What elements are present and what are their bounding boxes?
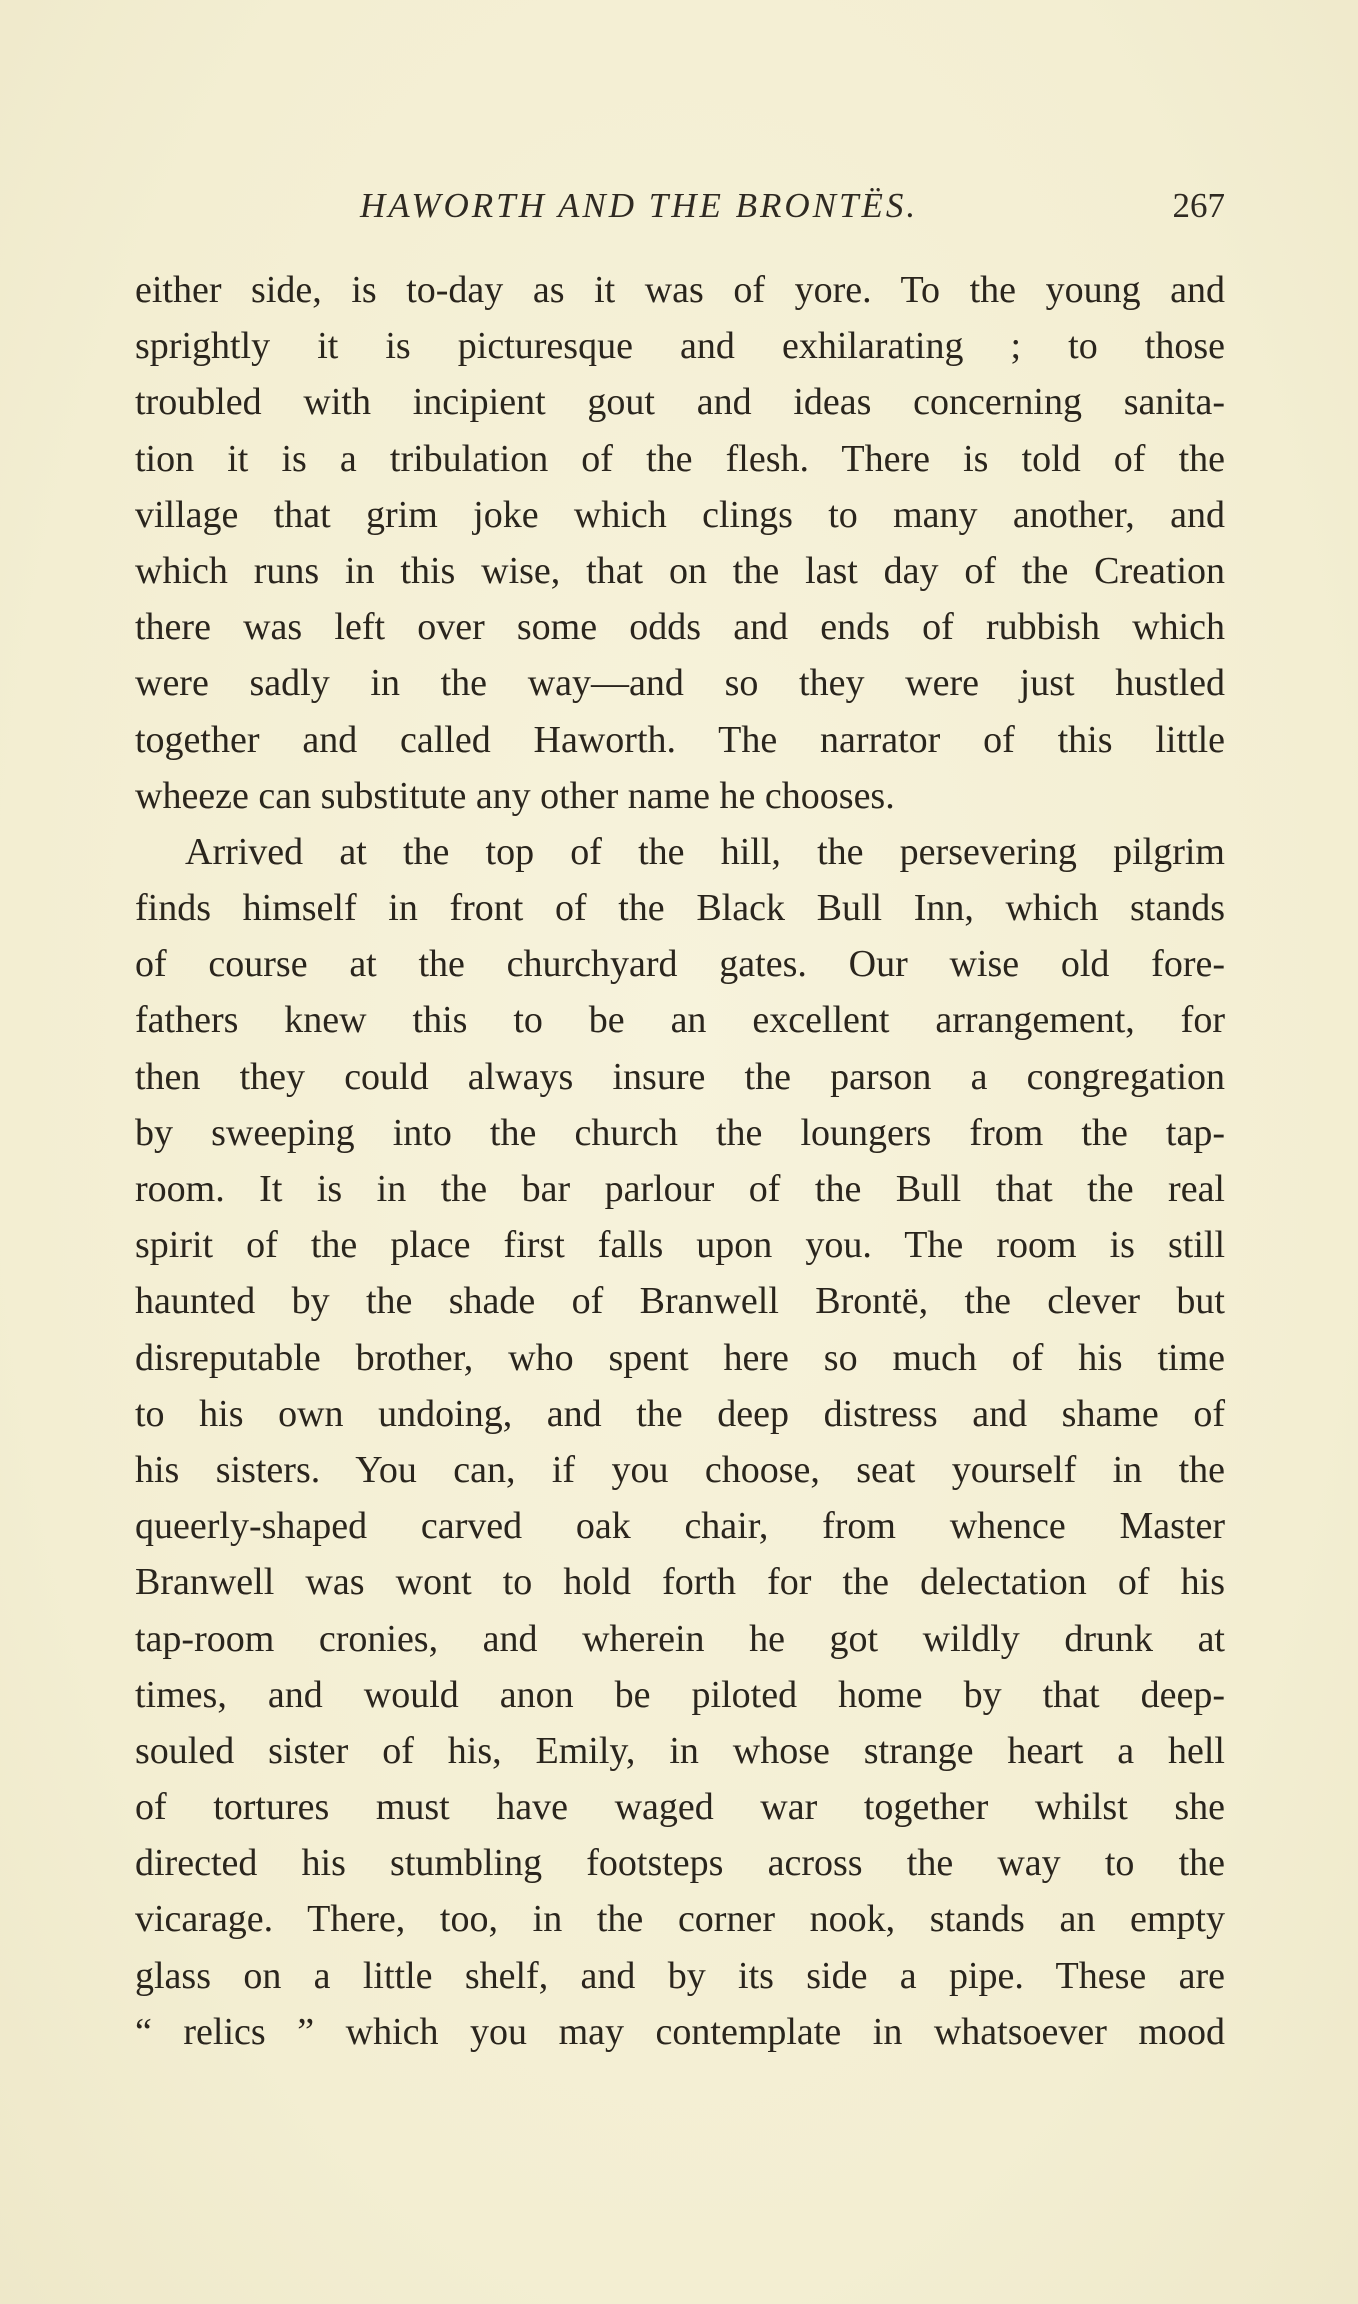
text-line: directed his stumbling footsteps across the way to the xyxy=(135,1842,1225,1885)
text-line: of course at the churchyard gates. Our wise old fore- xyxy=(135,943,1225,986)
text-line: tap-room cronies, and wherein he got wildly drunk at xyxy=(135,1617,1225,1660)
text-line: times, and would anon be piloted home by that deep- xyxy=(135,1673,1225,1716)
text-line: Arrived at the top of the hill, the persevering pilgrim xyxy=(185,830,1225,873)
text-line: “ relics ” which you may contemplate in whatsoever mood xyxy=(135,2010,1225,2053)
text-line: either side, is to-day as it was of yore. To the young and xyxy=(135,269,1225,311)
text-line: of tortures must have waged war together whilst she xyxy=(135,1786,1225,1829)
text-line: then they could always insure the parson a congregation xyxy=(135,1055,1225,1098)
text-line: there was left over some odds and ends of rubbish which xyxy=(135,606,1225,649)
text-line: tion it is a tribulation of the flesh. There is told of the xyxy=(135,437,1225,480)
text-line: village that grim joke which clings to many another, and xyxy=(135,493,1225,536)
text-line: to his own undoing, and the deep distress and shame of xyxy=(135,1392,1225,1435)
text-line: room. It is in the bar parlour of the Bull that the real xyxy=(135,1168,1225,1210)
text-line: spirit of the place first falls upon you. The room is still xyxy=(135,1224,1225,1267)
text-line: by sweeping into the church the loungers from the tap- xyxy=(135,1111,1225,1154)
text-line: together and called Haworth. The narrator of this little xyxy=(135,718,1225,761)
page-number: 267 xyxy=(1172,186,1225,225)
text-line: wheeze can substitute any other name he chooses. xyxy=(135,774,895,817)
running-head: HAWORTH AND THE BRONTËS. xyxy=(360,186,919,225)
text-line: souled sister of his, Emily, in whose strange heart a hell xyxy=(135,1729,1225,1772)
text-line: glass on a little shelf, and by its side a pipe. These are xyxy=(135,1954,1225,1997)
text-line: sprightly it is picturesque and exhilarating ; to those xyxy=(135,325,1225,368)
text-line: were sadly in the way—and so they were just hustled xyxy=(135,662,1225,705)
text-line: haunted by the shade of Branwell Brontë, the clever but xyxy=(135,1280,1225,1323)
body-text xyxy=(135,262,1225,2060)
text-line: fathers knew this to be an excellent arrangement, for xyxy=(135,999,1225,1042)
text-line: which runs in this wise, that on the last day of the Creation xyxy=(135,549,1225,592)
text-line: disreputable brother, who spent here so much of his time xyxy=(135,1336,1225,1379)
text-line: queerly-shaped carved oak chair, from whence Master xyxy=(135,1505,1225,1548)
text-line: finds himself in front of the Black Bull Inn, which stands xyxy=(135,887,1225,930)
text-line: vicarage. There, too, in the corner nook, stands an empty xyxy=(135,1898,1225,1941)
text-line: troubled with incipient gout and ideas concerning sanita- xyxy=(135,381,1225,424)
text-line: his sisters. You can, if you choose, seat yourself in the xyxy=(135,1448,1225,1491)
text-line: Branwell was wont to hold forth for the delectation of his xyxy=(135,1561,1225,1604)
page-header xyxy=(135,186,1225,236)
